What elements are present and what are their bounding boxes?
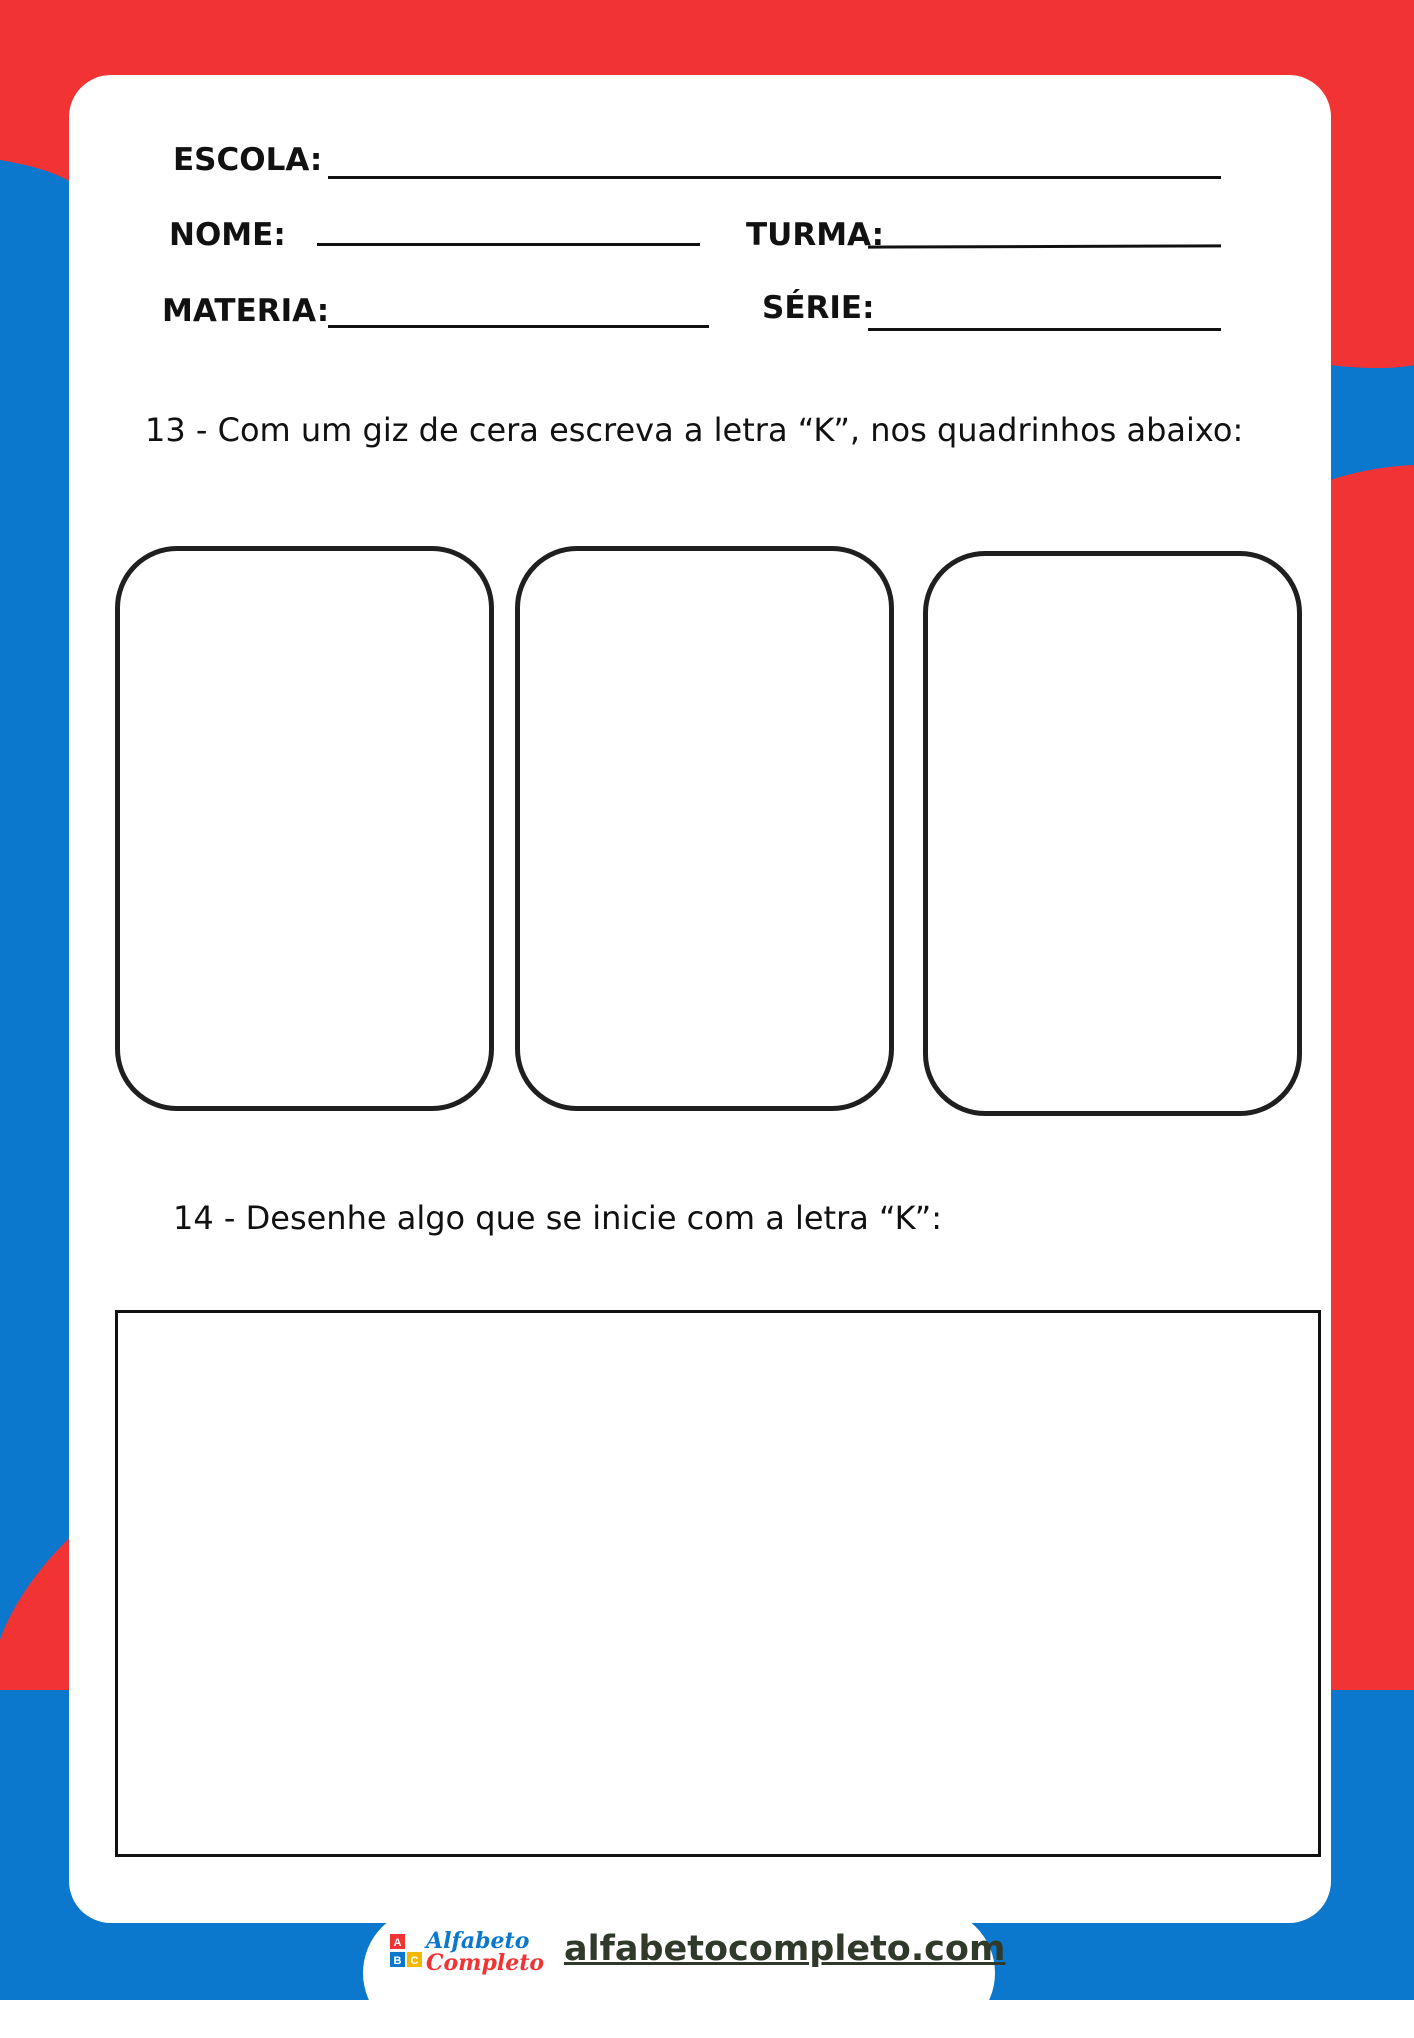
logo-word-1: Alfabeto [426, 1928, 530, 1954]
question-13-text: 13 - Com um giz de cera escreva a letra “K”, nos quadrinhos abaixo: [145, 411, 1244, 449]
drawing-area[interactable] [115, 1310, 1321, 1857]
escola-field[interactable] [328, 176, 1221, 179]
serie-field[interactable] [868, 328, 1221, 331]
turma-label: TURMA: [746, 217, 885, 253]
letter-box-2[interactable] [515, 546, 894, 1111]
question-14-text: 14 - Desenhe algo que se inicie com a letra “K”: [173, 1199, 942, 1237]
logo-word-2: Completo [426, 1950, 545, 1976]
logo-block-a: A [393, 1937, 402, 1949]
materia-label: MATERIA: [162, 293, 330, 329]
logo-block-b: B [393, 1955, 402, 1967]
footer-site-link[interactable]: alfabetocompleto.com [564, 1929, 1006, 1969]
nome-label: NOME: [169, 217, 286, 253]
alfabeto-completo-logo [388, 1928, 550, 1976]
serie-label: SÉRIE: [762, 290, 875, 326]
letter-box-1[interactable] [115, 546, 494, 1111]
escola-label: ESCOLA: [173, 142, 323, 178]
materia-field[interactable] [328, 325, 709, 328]
nome-field[interactable] [317, 243, 700, 246]
logo-block-c: C [410, 1955, 419, 1967]
letter-box-3[interactable] [923, 551, 1302, 1116]
